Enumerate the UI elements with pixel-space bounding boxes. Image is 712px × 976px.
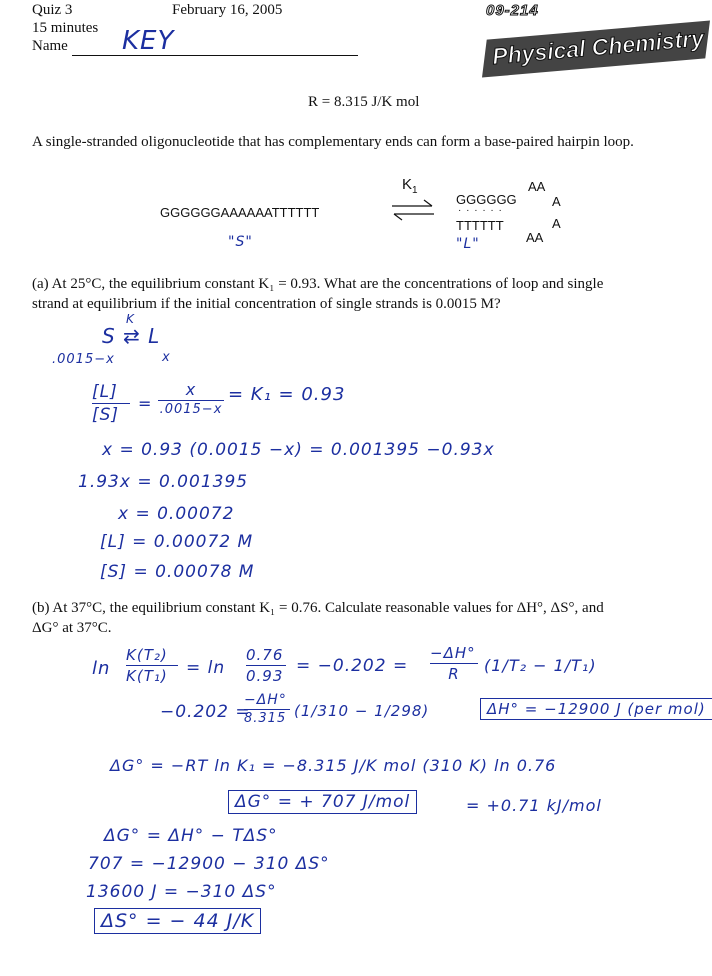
loop-concentration: [L] = 0.00072 M — [100, 532, 254, 552]
loop-a-right-2: A — [552, 216, 561, 231]
gas-constant-r: R — [448, 665, 460, 683]
dh-over-r — [244, 692, 290, 726]
initial-l: x — [162, 350, 171, 365]
ratio-bar — [92, 403, 130, 404]
name-underline — [72, 55, 358, 56]
enthalpy-result: ΔH° = −12900 J (per mol) — [480, 698, 712, 720]
k-ratio-bar — [126, 665, 178, 666]
x-fraction-bar — [158, 400, 224, 401]
work-line-1: x = 0.93 (0.0015 −x) = 0.001395 −0.93x — [102, 440, 495, 460]
dh-denominator: 8.315 — [244, 711, 287, 726]
loop-aa-top: AA — [528, 179, 546, 194]
loop-top-strand: GGGGGG — [456, 192, 517, 207]
inverse-temperature: (1/T₂ − 1/T₁) — [484, 656, 597, 675]
entropy-line-2: 707 = −12900 − 310 ΔS° — [88, 854, 330, 874]
entropy-line-3: 13600 J = −310 ΔS° — [86, 882, 277, 902]
quiz-number: Quiz 3 — [32, 2, 73, 18]
dh-bar — [244, 709, 290, 710]
gibbs-kj: = +0.71 kJ/mol — [466, 796, 602, 815]
k-t1: K(T₁) — [126, 667, 168, 685]
hairpin-diagram — [160, 172, 580, 262]
x-fraction-denominator: .0015−x — [159, 402, 223, 417]
single-strand-sequence: GGGGGGAAAAAATTTTTT — [160, 205, 320, 220]
loop-aa-bottom: AA — [526, 230, 544, 245]
concentration-ratio — [92, 382, 130, 425]
name-label: Name — [32, 38, 68, 54]
entropy-line-1: ΔG° = ΔH° − TΔS° — [104, 826, 278, 846]
k-value-093: 0.93 — [246, 667, 284, 685]
ratio-numerator: [L] — [92, 382, 118, 402]
quiz-date: February 16, 2005 — [172, 2, 283, 18]
x-fraction-numerator: x — [185, 380, 197, 399]
reaction-k-label: K — [126, 312, 135, 326]
neg-dh: −ΔH° — [430, 644, 476, 662]
equilibrium-arrows-icon — [390, 198, 436, 222]
name-value: KEY — [122, 26, 175, 56]
part-b-question-line2: ΔG° at 37°C. — [32, 620, 112, 636]
k-t2: K(T₂) — [126, 646, 168, 664]
course-name: Physical Chemistry — [491, 24, 705, 70]
entropy-result: ΔS° = − 44 J/K — [94, 908, 261, 934]
eq2-left: −0.202 = — [160, 702, 251, 722]
equals-sign: = — [138, 394, 153, 413]
x-fraction — [158, 380, 224, 417]
neg-dh-over-r — [430, 644, 478, 683]
part-a-question-line2: strand at equilibrium if the initial concentration of single strands is 0.0015 M? — [32, 296, 501, 312]
k-value-076: 0.76 — [246, 646, 284, 664]
k-ratio — [126, 646, 178, 685]
l-label: "L" — [456, 236, 480, 252]
work-line-3: x = 0.00072 — [118, 504, 235, 524]
ln-label: ln — [92, 658, 111, 679]
gas-constant: R = 8.315 J/K mol — [308, 94, 420, 110]
dh-numerator: −ΔH° — [244, 692, 287, 708]
part-b-question-line1: (b) At 37°C, the equilibrium constant K₁ = 0.76. Calculate reasonable values for ΔH°, ΔS°, and — [32, 600, 604, 616]
equals-ln: = ln — [186, 658, 226, 678]
k1-label: $K_1$ — [402, 176, 418, 196]
work-line-2: 1.93x = 0.001395 — [78, 472, 249, 492]
ratio-denominator: [S] — [92, 405, 120, 425]
k-value-bar — [246, 665, 286, 666]
base-pair-dots: · · · · · · — [458, 205, 503, 216]
quiz-duration: 15 minutes — [32, 20, 99, 36]
loop-a-right-1: A — [552, 194, 561, 209]
gibbs-result: ΔG° = + 707 J/mol — [228, 790, 417, 814]
ln-result: = −0.202 = — [296, 656, 409, 676]
loop-bottom-strand: TTTTTT — [456, 218, 504, 233]
part-a-question-line1: (a) At 25°C, the equilibrium constant K₁ = 0.93. What are the concentrations of loop and single — [32, 276, 604, 292]
neg-dh-bar — [430, 663, 478, 664]
temperature-difference: (1/310 − 1/298) — [294, 702, 430, 720]
initial-s: .0015−x — [52, 352, 115, 367]
equals-k1: = K₁ = 0.93 — [228, 384, 346, 405]
s-label: "S" — [228, 234, 253, 250]
reaction-equation: S ⇄ L — [102, 324, 161, 348]
single-strand-concentration: [S] = 0.00078 M — [100, 562, 255, 582]
gibbs-equation: ΔG° = −RT ln K₁ = −8.315 J/K mol (310 K) ln 0.76 — [110, 756, 557, 775]
logo-badge — [482, 20, 708, 70]
intro-text: A single-stranded oligonucleotide that has complementary ends can form a base-paired hairpin loop. — [32, 134, 634, 150]
k-value-ratio — [246, 646, 286, 685]
course-number: 09-214 — [486, 2, 539, 19]
